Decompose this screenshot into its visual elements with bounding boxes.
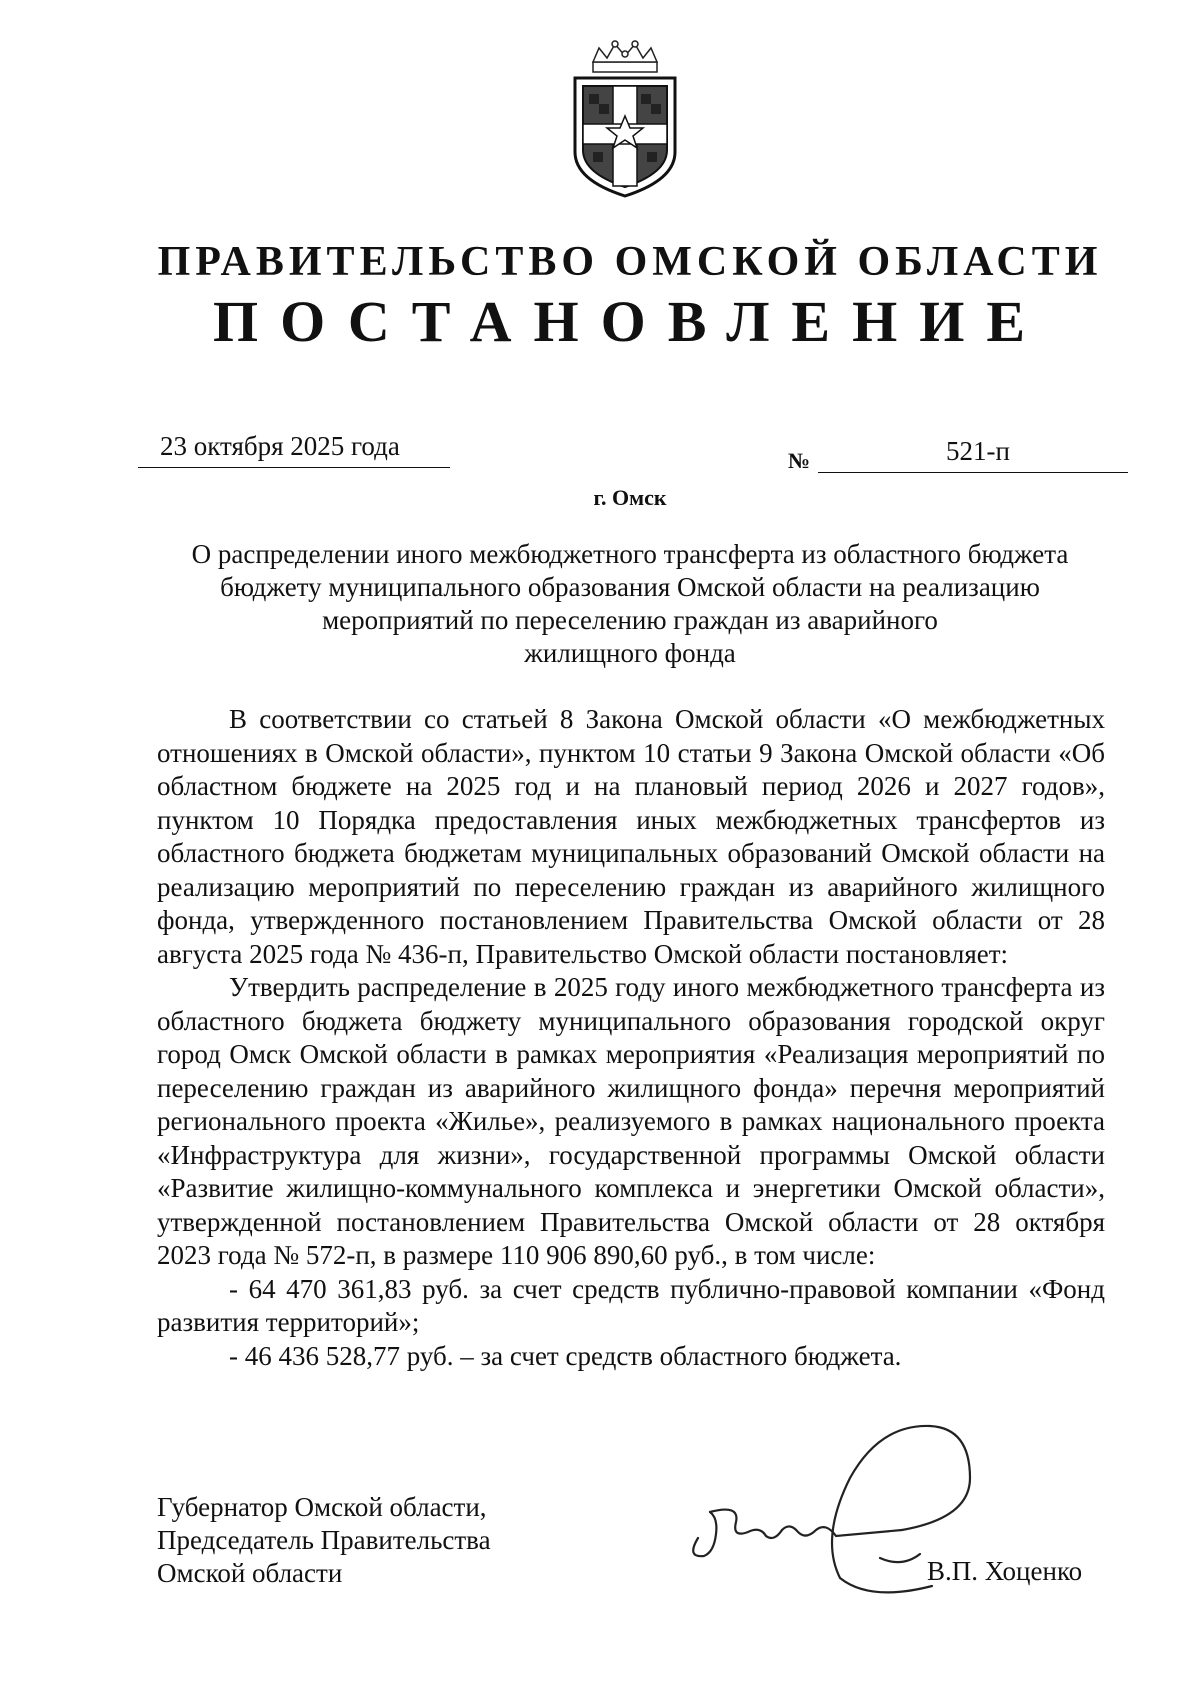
position-line: Губернатор Омской области, [157,1492,487,1522]
document-number: 521-п [946,436,1010,466]
date-field [138,431,450,468]
position-line: Омской области [157,1558,343,1588]
government-title: ПРАВИТЕЛЬСТВО ОМСКОЙ ОБЛАСТИ [157,239,1103,285]
body-list-item: - 64 470 361,83 руб. за счет средств публично-правовой компании «Фонд развития территорий»; [157,1273,1105,1337]
signatory-name: В.П. Хоценко [927,1556,1083,1586]
heading-line: О распределении иного межбюджетного трансферта из областного бюджета [191,539,1069,569]
document-type-title: ПОСТАНОВЛЕНИЕ [212,289,1048,354]
body-paragraph-preamble: В соответствии со статьей 8 Закона Омской области «О межбюджетных отношениях в Омской области», пунктом 10 статьи 9 Закона Омской области «Об областном бюджете на 2025 год и на плановый период 2026 и 2027 годов», пунктом 10 Порядка предоставления иных межбюджетных трансфертов из областного бюджета бюджетам муниципальных образований Омской области на реализацию мероприятий по переселению граждан из аварийного жилищного фонда, утвержденного постановлением Правительства Омской области от 28 августа 2025 года № 436-п, Правительство Омской области постановляет: [157,704,1105,969]
document-body [157,703,1105,1373]
city-label: г. Омск [593,485,667,510]
document-heading [150,538,1110,670]
heading-line: бюджету муниципального образования Омской области на реализацию [220,572,1040,602]
heading-line: мероприятий по переселению граждан из аварийного [322,605,938,635]
coat-of-arms-icon [563,40,687,200]
body-list-item: - 46 436 528,77 руб. – за счет средств областного бюджета. [229,1340,902,1371]
signatory-position [157,1491,491,1590]
position-line: Председатель Правительства [157,1525,491,1555]
body-paragraph-decision: Утвердить распределение в 2025 году иного межбюджетного трансферта из областного бюджета бюджету муниципального образования городской округ город Омск Омской области в рамках мероприятия «Реализация мероприятий по переселению граждан из аварийного жилищного фонда» перечня мероприятий регионального проекта «Жилье», реализуемого в рамках национального проекта «Инфраструктура для жизни», государственной программы Омской области «Развитие жилищно-коммунального комплекса и энергетики Омской области», утвержденной постановлением Правительства Омской области от 28 октября 2023 года № 572-п, в размере 110 906 890,60 руб., в том числе: [157,972,1105,1270]
number-sign: № [788,448,811,473]
document-date: 23 октября 2025 года [160,431,400,461]
number-field [818,436,1128,473]
heading-line: жилищного фонда [524,638,736,668]
